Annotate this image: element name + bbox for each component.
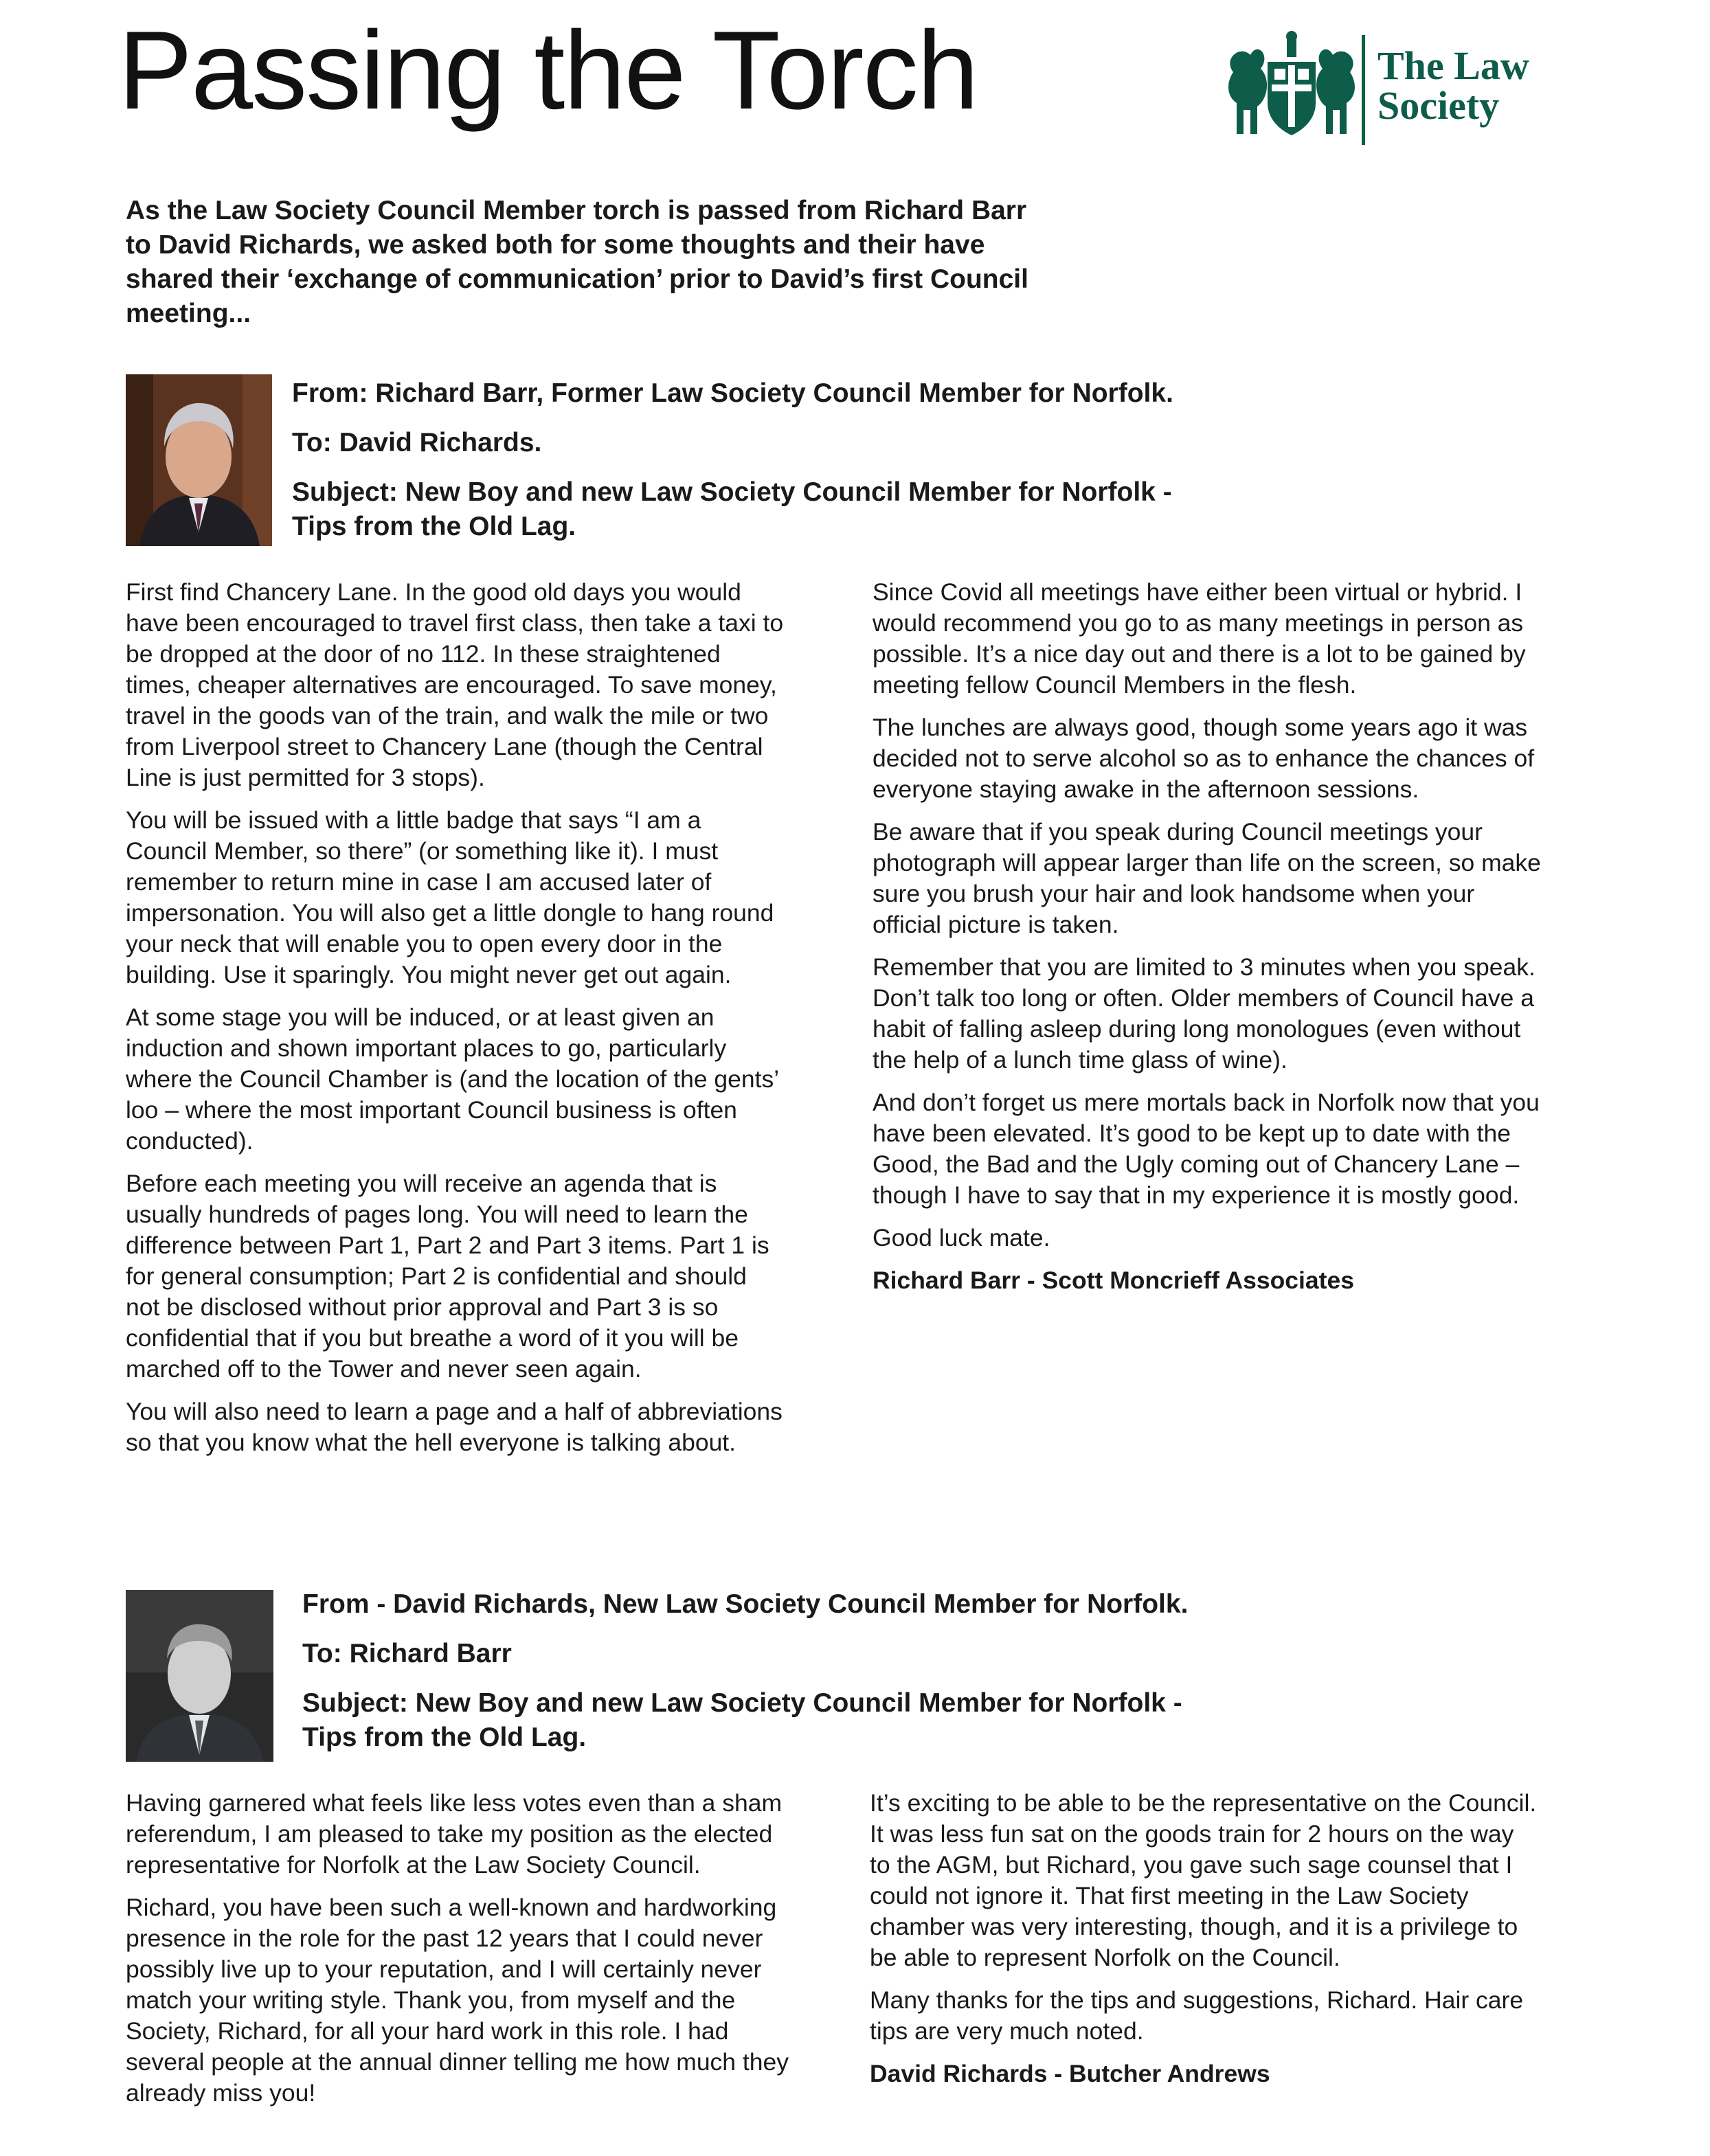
letter1-to: To: David Richards. xyxy=(292,428,542,457)
letter2-subject-line2: Tips from the Old Lag. xyxy=(302,1723,587,1752)
letter1-paragraph: Be aware that if you speak during Council meetings your photograph will appear larger than life on the screen, so make sure you brush your hair and look handsome when your official picture is taken. xyxy=(873,818,1541,938)
letter2-subject-line1: Subject: New Boy and new Law Society Council Member for Norfolk - xyxy=(302,1688,1182,1718)
richard-barr-photo xyxy=(126,374,272,546)
letter2-to: To: Richard Barr xyxy=(302,1639,512,1668)
letter2-paragraph: Having garnered what feels like less votes even than a sham referendum, I am pleased to take my position as the elected representative for Norfolk at the Law Society Council. xyxy=(126,1789,783,1879)
letter1-signature: Richard Barr - Scott Moncrieff Associates xyxy=(873,1267,1354,1294)
letter1-header xyxy=(292,376,1254,544)
letter1-paragraph: Before each meeting you will receive an agenda that is usually hundreds of pages long. You will need to learn the difference between Part 1, Part 2 and Part 3 items. Part 1 is for general consumption; Part 2 is confidential and should not be disclosed without prior approval and Part 3 is so confidential that if you but breathe a word of it you will be marched off to the Tower and never seen again. xyxy=(126,1170,769,1383)
letter2-signature: David Richards - Butcher Andrews xyxy=(870,2060,1270,2087)
letter2-right-column xyxy=(870,1788,1540,2101)
logo-text xyxy=(1377,43,1529,128)
letter1-paragraph: And don’t forget us mere mortals back in Norfolk now that you have been elevated. It’s good to be kept up to date with the Good, the Bad and the Ugly coming out of Chancery Lane – though I have to say that in my experience it is mostly good. xyxy=(873,1089,1540,1209)
david-richards-photo xyxy=(126,1590,273,1762)
logo-line-1: The Law xyxy=(1377,43,1529,88)
letter2-paragraph: Many thanks for the tips and suggestions, Richard. Hair care tips are very much noted. xyxy=(870,1986,1524,2045)
letter1-paragraph: Since Covid all meetings have either been virtual or hybrid. I would recommend you go to as many meetings in person as possible. It’s a nice day out and there is a lot to be gained by meeting fellow Council Members in the flesh. xyxy=(873,578,1526,699)
letter1-paragraph: The lunches are always good, though some years ago it was decided not to serve alcohol so as to enhance the chances of everyone staying awake in the afternoon sessions. xyxy=(873,714,1535,803)
heraldic-crest-icon xyxy=(1219,31,1364,148)
letter1-paragraph: First find Chancery Lane. In the good old days you would have been encouraged to travel first class, then take a taxi to be dropped at the door of no 112. In these straightened times, cheaper alternatives are encouraged. To save money, travel in the goods van of the train, and walk the mile or two from Liverpool street to Chancery Lane (though the Central Line is just permitted for 3 stops). xyxy=(126,578,784,791)
letter1-subject-line1: Subject: New Boy and new Law Society Council Member for Norfolk - xyxy=(292,477,1172,507)
letter1-paragraph: Remember that you are limited to 3 minutes when you speak. Don’t talk too long or often. Older members of Council have a habit of falling asleep during long monologues (even without the help of a lunch time glass of wine). xyxy=(873,953,1535,1074)
letter1-subject-line2: Tips from the Old Lag. xyxy=(292,512,576,541)
letter2-from: From - David Richards, New Law Society Council Member for Norfolk. xyxy=(302,1589,1189,1619)
letter1-paragraph: Good luck mate. xyxy=(873,1224,1050,1251)
letter1-right-column xyxy=(873,577,1549,1308)
intro-paragraph: As the Law Society Council Member torch is passed from Richard Barr to David Richards, we asked both for some thoughts and their have shared their ‘exchange of communication’ prior to David’s first Council meeting... xyxy=(126,196,1028,328)
letter2-header xyxy=(302,1587,1264,1755)
letter1-paragraph: At some stage you will be induced, or at least given an induction and shown important places to go, particularly where the Council Chamber is (and the location of the gents’ loo – where the most important Council business is often conducted). xyxy=(126,1003,778,1155)
letter1-paragraph: You will be issued with a little badge that says “I am a Council Member, so there” (or something like it). I must remember to return mine in case I am accused later of impersonation. You will also get a little dongle to hang round your neck that will enable you to open every door in the building. Use it sparingly. You might never get out again. xyxy=(126,806,774,988)
letter1-left-column xyxy=(126,577,785,1470)
letter2-paragraph: It’s exciting to be able to be the representative on the Council. It was less fun sat on the goods train for 2 hours on the way to the AGM, but Richard, you gave such sage counsel that I could not ignore it. That first meeting in the Law Society chamber was very interesting, though, and it is a privilege to be able to represent Norfolk on the Council. xyxy=(870,1789,1537,1971)
letter2-paragraph: Richard, you have been such a well-known and hardworking presence in the role for the past 12 years that I could never possibly live up to your reputation, and I will certainly never match your writing style. Thank you, from myself and the Society, Richard, for all your hard work in this role. I had several people at the annual dinner telling me how much they already miss you! xyxy=(126,1894,789,2107)
logo-divider xyxy=(1360,35,1369,145)
law-society-logo xyxy=(1219,31,1563,148)
letter1-paragraph: You will also need to learn a page and a half of abbreviations so that you know what the hell everyone is talking about. xyxy=(126,1398,783,1456)
page-title: Passing the Torch xyxy=(118,8,978,133)
letter2-left-column xyxy=(126,1788,796,2120)
logo-line-2: Society xyxy=(1377,83,1500,128)
letter1-from: From: Richard Barr, Former Law Society Council Member for Norfolk. xyxy=(292,378,1173,408)
